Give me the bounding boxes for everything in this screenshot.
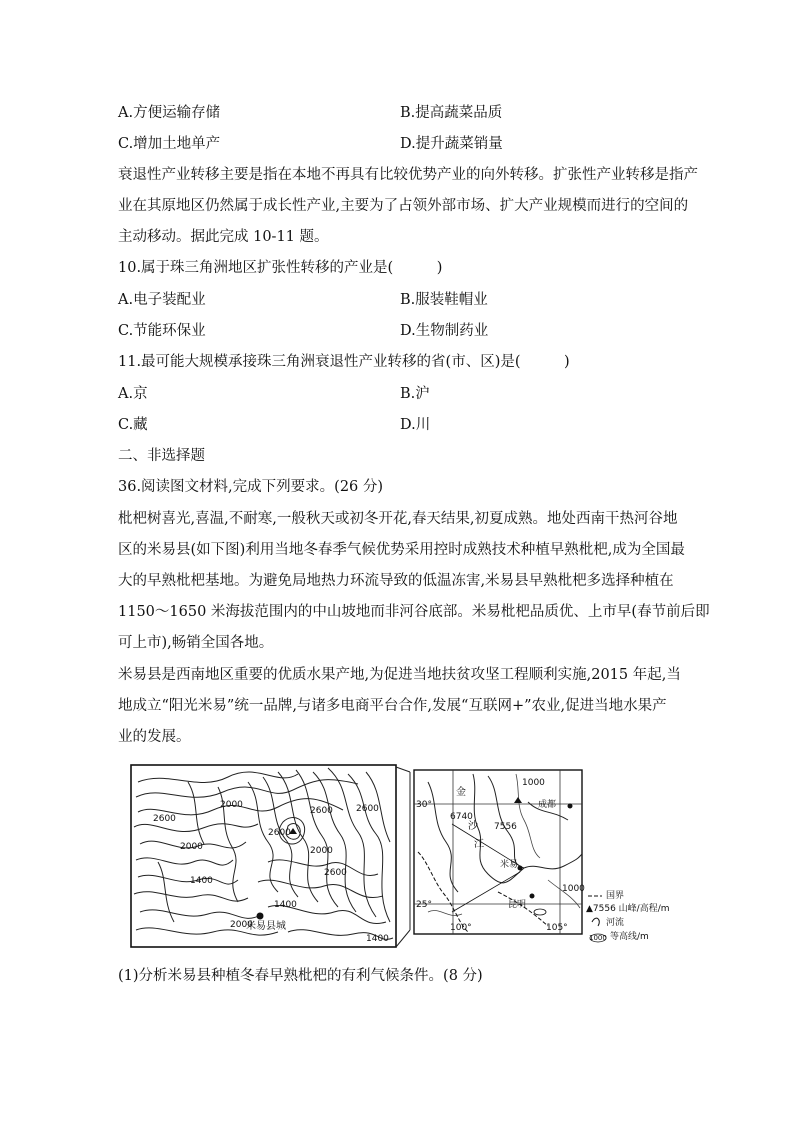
q11-option-a: A.京 (118, 386, 148, 402)
longitude-label: 105° (546, 923, 568, 933)
elevation-label: 6740 (450, 812, 473, 822)
town-label: 米易县城 (246, 921, 286, 932)
contour-label: 2600 (268, 828, 291, 838)
q10-option-b: B.服装鞋帽业 (400, 292, 488, 308)
contour-label: 2600 (153, 814, 176, 824)
contour-label: 2600 (324, 868, 347, 878)
section-title: 二、非选择题 (118, 448, 205, 464)
q36-para2-line-1: 米易县是西南地区重要的优质水果产地,为促进当地扶贫攻坚工程顺利实施,2015 年起,当 (118, 667, 681, 683)
q11-option-c: C.藏 (118, 417, 148, 433)
legend-contour-label: 等高线/m (610, 932, 649, 942)
contour-label: 2000 (230, 920, 253, 930)
map-svg (128, 762, 663, 950)
peak-label: 7556 (494, 822, 517, 832)
q36-para1-line-5: 可上市),畅销全国各地。 (118, 635, 274, 651)
contour-label: 2600 (356, 804, 379, 814)
q11-option-b: B.沪 (400, 386, 430, 402)
latitude-label: 25° (416, 900, 432, 910)
map-figure (128, 762, 670, 950)
legend-river-label: 河流 (606, 918, 625, 928)
contour-label: 2000 (220, 800, 243, 810)
q9-option-a: A.方便运输存储 (118, 105, 221, 121)
q9-option-c: C.增加土地单产 (118, 136, 221, 152)
contour-label: 1400 (190, 876, 213, 886)
location-inset-map (414, 770, 582, 934)
longitude-label: 100° (450, 923, 472, 933)
q36-para1-line-1: 枇杷树喜光,喜温,不耐寒,一般秋天或初冬开花,春天结果,初夏成熟。地处西南干热河谷地 (118, 511, 678, 527)
q36-sub1: (1)分析米易县种植冬春早熟枇杷的有利气候条件。(8 分) (118, 968, 483, 984)
contour-label: 1000 (562, 884, 585, 894)
contour-label: 2000 (310, 846, 333, 856)
passage-line-2: 业在其原地区仍然属于成长性产业,主要为了占领外部市场、扩大产业规模而进行的空间的 (118, 198, 689, 214)
q36-stem: 36.阅读图文材料,完成下列要求。(26 分) (118, 479, 384, 495)
city-label-chengdu: 成都 (538, 800, 557, 810)
q36-para1-line-3: 大的早熟枇杷基地。为避免局地热力环流导致的低温冻害,米易县早熟枇杷多选择种植在 (118, 573, 674, 589)
city-label-miyi: 米易 (500, 860, 519, 870)
passage-line-1: 衰退性产业转移主要是指在本地不再具有比较优势产业的向外转移。扩张性产业转移是指产 (118, 167, 698, 183)
jinsha-label: 江 (474, 839, 484, 850)
q10-option-d: D.生物制药业 (400, 323, 489, 339)
q9-option-b: B.提高蔬菜品质 (400, 105, 503, 121)
q11-option-d: D.川 (400, 417, 431, 433)
latitude-label: 30° (416, 800, 432, 810)
contour-label: 1400 (274, 900, 297, 910)
legend-contour-value: 1000 (589, 934, 607, 942)
contour-label: 2000 (180, 842, 203, 852)
q9-option-d: D.提升蔬菜销量 (400, 136, 503, 152)
q36-para1-line-2: 区的米易县(如下图)利用当地冬春季气候优势采用控时成熟技术种植早熟枇杷,成为全国最 (118, 542, 685, 558)
passage-line-3: 主动移动。据此完成 10-11 题。 (118, 229, 329, 245)
jinsha-label: 沙 (468, 821, 478, 832)
contour-label: 1000 (522, 778, 545, 788)
q10-option-a: A.电子装配业 (118, 292, 206, 308)
contour-label: 2600 (310, 806, 333, 816)
q36-para2-line-3: 业的发展。 (118, 729, 191, 745)
legend-peak-label: ▲7556 山峰/高程/m (586, 904, 670, 914)
q36-para2-line-2: 地成立“阳光米易”统一品牌,与诸多电商平台合作,发展“互联网+”农业,促进当地水果产 (118, 698, 667, 714)
inset-connector-lines (396, 767, 410, 947)
q11-stem: 11.最可能大规模承接珠三角洲衰退性产业转移的省(市、区)是( ) (118, 354, 570, 370)
q10-option-c: C.节能环保业 (118, 323, 206, 339)
contour-label: 1400 (366, 934, 389, 944)
jinsha-label: 金 (456, 787, 466, 798)
q10-stem: 10.属于珠三角洲地区扩张性转移的产业是( ) (118, 260, 443, 276)
legend-border-label: 国界 (606, 891, 625, 901)
q36-para1-line-4: 1150～1650 米海拔范围内的中山坡地而非河谷底部。米易枇杷品质优、上市早(春节前后即 (118, 604, 710, 620)
city-label-kunming: 昆明 (508, 900, 527, 910)
